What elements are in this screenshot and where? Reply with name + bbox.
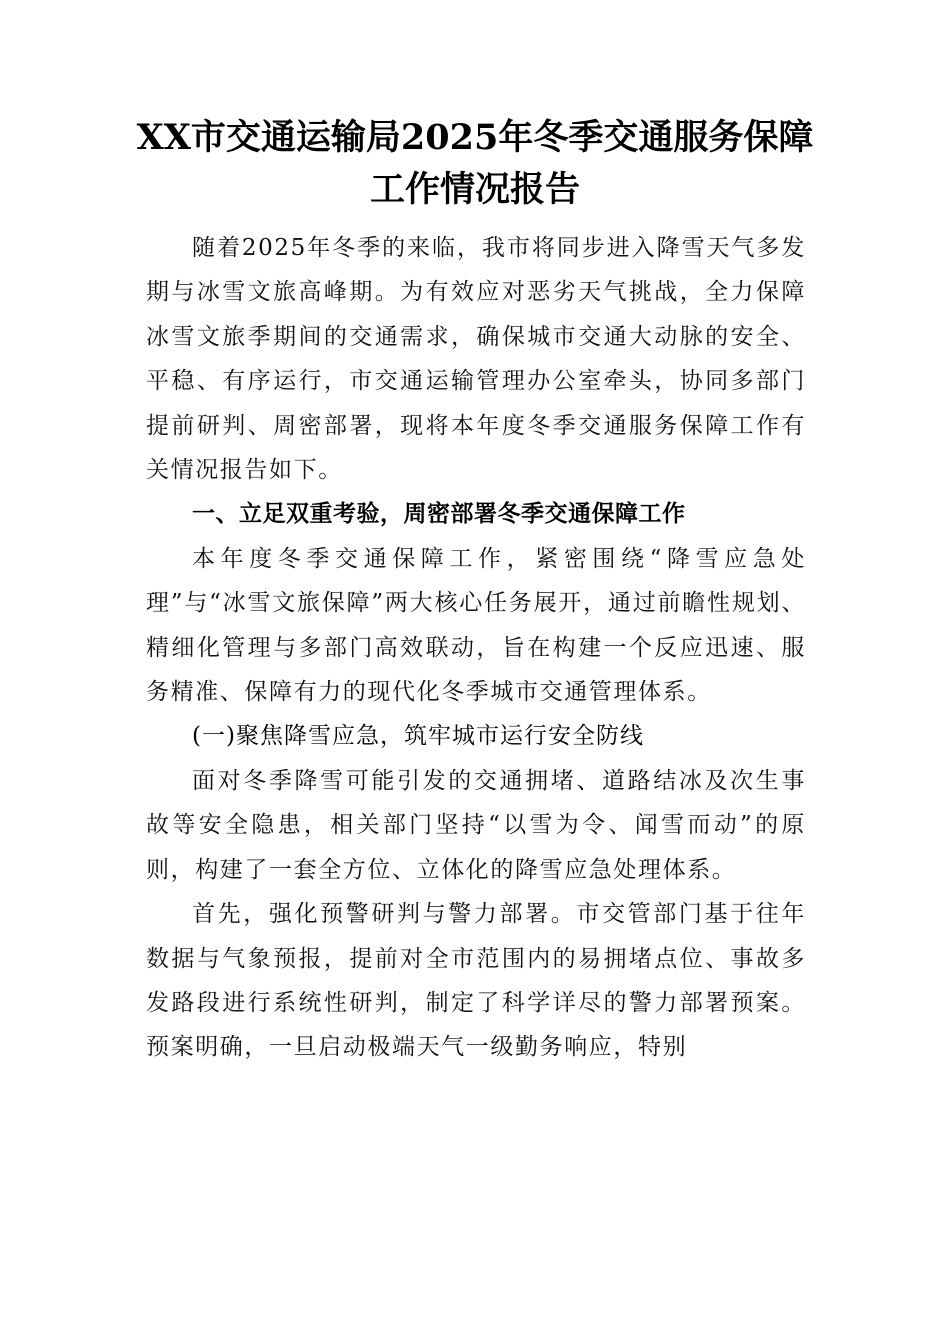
document-title: XX市交通运输局2025年冬季交通服务保障工作情况报告 [136, 117, 814, 210]
section-1-heading: 一、立足双重考验，周密部署冬季交通保障工作 [192, 501, 686, 528]
section-1-paragraph: 本年度冬季交通保障工作，紧密围绕“降雪应急处理”与“冰雪文旅保障”两大核心任务展开，通过前瞻性规划、精细化管理与多部门高效联动，旨在构建一个反应迅速、服务精准、保障有力的现代化冬季城市交通管理体系。 [146, 545, 806, 706]
document-body [146, 226, 806, 1070]
subsection-1-paragraph-1: 面对冬季降雪可能引发的交通拥堵、道路结冰及次生事故等安全隐患，相关部门坚持“以雪为令、闻雪而动”的原则，构建了一套全方位、立体化的降雪应急处理体系。 [146, 767, 806, 883]
subsection-1-paragraph-2: 首先，强化预警研判与警力部署。市交管部门基于往年数据与气象预报，提前对全市范围内的易拥堵点位、事故多发路段进行系统性研判，制定了科学详尽的警力部署预案。预案明确，一旦启动极端天气一级勤务响应，特别 [146, 901, 806, 1061]
intro-paragraph: 随着2025年冬季的来临，我市将同步进入降雪天气多发期与冰雪文旅高峰期。为有效应对恶劣天气挑战，全力保障冰雪文旅季期间的交通需求，确保城市交通大动脉的安全、平稳、有序运行，市交通运输管理办公室牵头，协同多部门提前研判、周密部署，现将本年度冬季交通服务保障工作有关情况报告如下。 [146, 235, 806, 484]
subsection-1-heading: (一)聚焦降雪应急，筑牢城市运行安全防线 [192, 723, 644, 750]
